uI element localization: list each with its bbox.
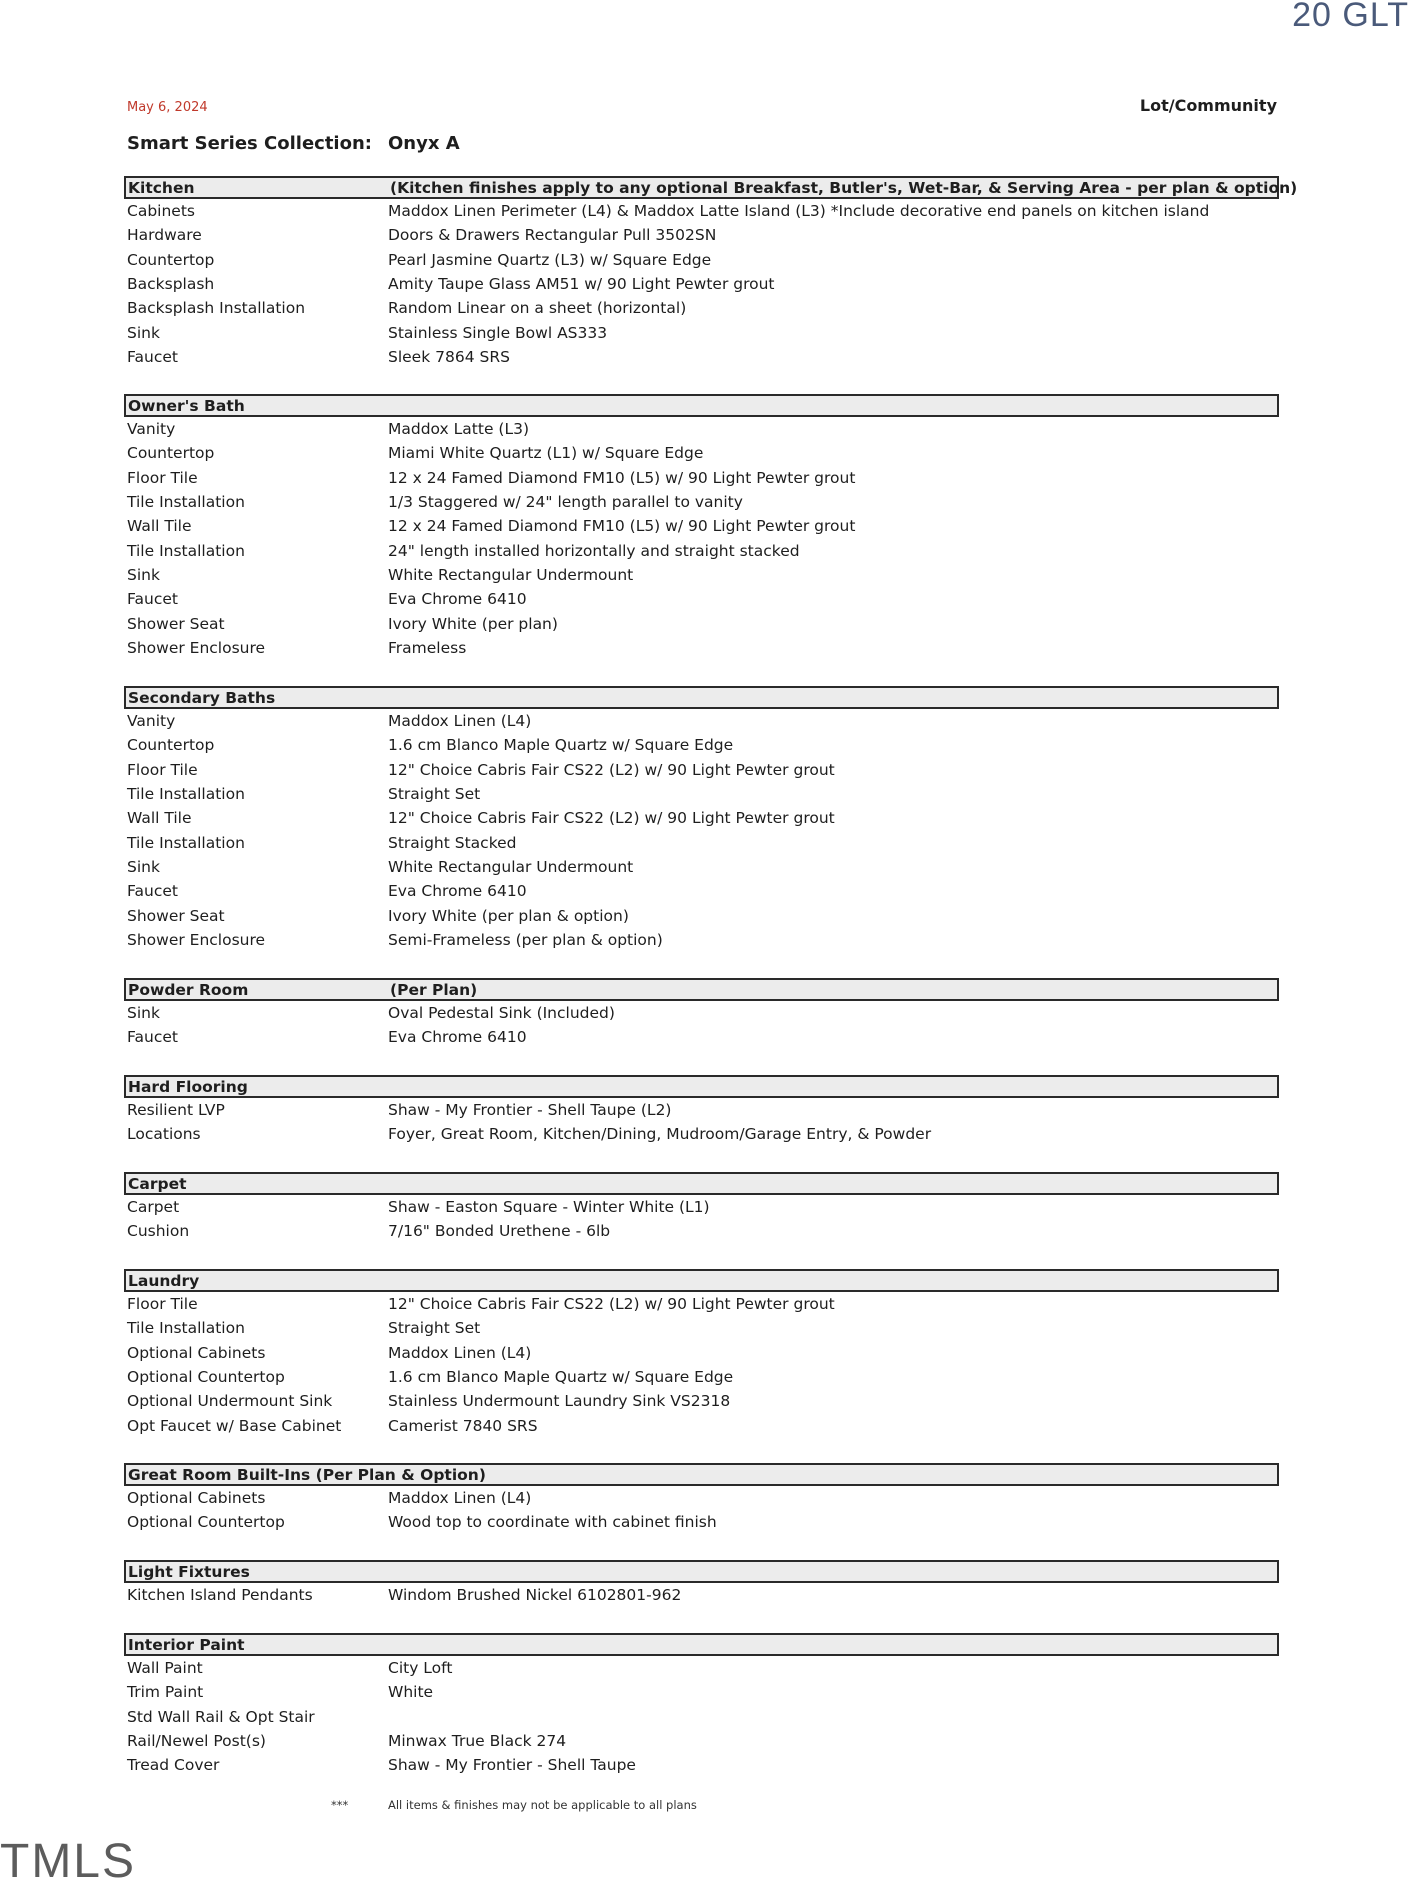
row-label: Shower Enclosure xyxy=(127,930,266,949)
row-label: Floor Tile xyxy=(127,468,198,487)
row-value: Straight Set xyxy=(388,785,481,804)
row-value: Stainless Undermount Laundry Sink VS2318 xyxy=(388,1392,731,1411)
table-row xyxy=(124,587,1279,611)
row-value: 1/3 Staggered w/ 24" length parallel to vanity xyxy=(388,493,743,512)
row-value: Straight Stacked xyxy=(388,833,517,852)
section-header xyxy=(124,686,1279,709)
row-label: Optional Cabinets xyxy=(127,1489,266,1508)
table-row xyxy=(124,830,1279,854)
row-value: Oval Pedestal Sink (Included) xyxy=(388,1004,615,1023)
section-secondary-baths xyxy=(124,686,1279,952)
table-row xyxy=(124,1389,1279,1413)
table-row xyxy=(124,903,1279,927)
collection-value: Onyx A xyxy=(388,133,460,154)
section-kitchen xyxy=(124,176,1298,369)
table-row xyxy=(124,1195,1279,1219)
row-value: Maddox Linen (L4) xyxy=(388,1489,532,1508)
row-label: Shower Seat xyxy=(127,906,225,925)
table-row xyxy=(124,563,1279,587)
row-label: Vanity xyxy=(127,420,176,439)
row-value: Maddox Linen (L4) xyxy=(388,1343,532,1362)
row-label: Backsplash xyxy=(127,275,215,294)
row-label: Faucet xyxy=(127,882,178,901)
row-label: Optional Undermount Sink xyxy=(127,1392,333,1411)
row-label: Wall Paint xyxy=(127,1659,203,1678)
table-row xyxy=(124,1680,1279,1704)
section-title: Interior Paint xyxy=(128,1635,245,1654)
row-value: 12 x 24 Famed Diamond FM10 (L5) w/ 90 Light Pewter grout xyxy=(388,517,856,536)
row-label: Wall Tile xyxy=(127,809,192,828)
row-label: Sink xyxy=(127,565,160,584)
section-header xyxy=(124,1269,1279,1292)
row-value: 1.6 cm Blanco Maple Quartz w/ Square Edge xyxy=(388,736,734,755)
row-label: Locations xyxy=(127,1125,201,1144)
section-title: Great Room Built-Ins (Per Plan & Option) xyxy=(128,1465,486,1484)
table-row xyxy=(124,223,1279,247)
document-date: May 6, 2024 xyxy=(127,100,208,115)
section-title: Laundry xyxy=(128,1271,200,1290)
row-value: 1.6 cm Blanco Maple Quartz w/ Square Edge xyxy=(388,1368,734,1387)
row-label: Tread Cover xyxy=(127,1756,220,1775)
footnote-marker: *** xyxy=(331,1798,349,1812)
table-row xyxy=(124,248,1279,272)
row-value: Eva Chrome 6410 xyxy=(388,590,527,609)
row-value: Pearl Jasmine Quartz (L3) w/ Square Edge xyxy=(388,250,712,269)
row-value: 12" Choice Cabris Fair CS22 (L2) w/ 90 Light Pewter grout xyxy=(388,1295,835,1314)
section-header xyxy=(124,978,1279,1001)
table-row xyxy=(124,199,1279,223)
row-value: Straight Set xyxy=(388,1319,481,1338)
table-row xyxy=(124,709,1279,733)
section-header xyxy=(124,1633,1279,1656)
table-row xyxy=(124,1365,1279,1389)
section-powder-room xyxy=(124,978,1279,1050)
section-title: Powder Room xyxy=(128,980,249,999)
footnote-text: All items & finishes may not be applicable to all plans xyxy=(388,1798,697,1812)
row-value: Foyer, Great Room, Kitchen/Dining, Mudroom/Garage Entry, & Powder xyxy=(388,1125,932,1144)
row-value: Ivory White (per plan) xyxy=(388,614,558,633)
row-label: Tile Installation xyxy=(127,493,245,512)
row-value: Shaw - Easton Square - Winter White (L1) xyxy=(388,1198,710,1217)
row-value: Camerist 7840 SRS xyxy=(388,1416,538,1435)
tmls-watermark: TMLS xyxy=(0,1835,137,1888)
row-value: Random Linear on a sheet (horizontal) xyxy=(388,299,687,318)
row-label: Tile Installation xyxy=(127,785,245,804)
section-title: Light Fixtures xyxy=(128,1562,250,1581)
lot-community-label: Lot/Community xyxy=(1139,96,1277,115)
section-title: Secondary Baths xyxy=(128,688,276,707)
row-label: Floor Tile xyxy=(127,760,198,779)
table-row xyxy=(124,733,1279,757)
table-row xyxy=(124,272,1279,296)
row-label: Cushion xyxy=(127,1222,190,1241)
row-label: Shower Seat xyxy=(127,614,225,633)
row-label: Std Wall Rail & Opt Stair xyxy=(127,1707,315,1726)
row-label: Optional Cabinets xyxy=(127,1343,266,1362)
section-header xyxy=(124,1075,1279,1098)
section-note: (Per Plan) xyxy=(390,980,478,999)
section-header xyxy=(124,1463,1279,1486)
section-title: Kitchen xyxy=(128,178,195,197)
row-label: Sink xyxy=(127,323,160,342)
table-row xyxy=(124,782,1279,806)
table-row xyxy=(124,538,1279,562)
row-label: Countertop xyxy=(127,444,215,463)
row-label: Opt Faucet w/ Base Cabinet xyxy=(127,1416,342,1435)
section-great-room-built-ins xyxy=(124,1463,1279,1535)
corner-label: 20 GLT xyxy=(1292,0,1409,34)
table-row xyxy=(124,1316,1279,1340)
row-label: Floor Tile xyxy=(127,1295,198,1314)
row-value: Ivory White (per plan & option) xyxy=(388,906,629,925)
row-value: Maddox Linen (L4) xyxy=(388,712,532,731)
row-value: Eva Chrome 6410 xyxy=(388,882,527,901)
row-value: Frameless xyxy=(388,638,467,657)
row-label: Tile Installation xyxy=(127,1319,245,1338)
row-value: Doors & Drawers Rectangular Pull 3502SN xyxy=(388,226,717,245)
table-row xyxy=(124,1705,1279,1729)
table-row xyxy=(124,1219,1279,1243)
row-label: Wall Tile xyxy=(127,517,192,536)
row-value: Wood top to coordinate with cabinet finish xyxy=(388,1513,717,1532)
row-value: Eva Chrome 6410 xyxy=(388,1028,527,1047)
row-label: Faucet xyxy=(127,1028,178,1047)
table-row xyxy=(124,1098,1279,1122)
section-hard-flooring xyxy=(124,1075,1279,1147)
table-row xyxy=(124,1122,1279,1146)
row-label: Faucet xyxy=(127,590,178,609)
row-value: Stainless Single Bowl AS333 xyxy=(388,323,608,342)
row-label: Optional Countertop xyxy=(127,1368,285,1387)
section-header xyxy=(124,394,1279,417)
section-title: Hard Flooring xyxy=(128,1077,248,1096)
row-value: Shaw - My Frontier - Shell Taupe xyxy=(388,1756,636,1775)
row-value: White Rectangular Undermount xyxy=(388,857,634,876)
row-value: 12" Choice Cabris Fair CS22 (L2) w/ 90 Light Pewter grout xyxy=(388,760,835,779)
table-row xyxy=(124,320,1279,344)
table-row xyxy=(124,490,1279,514)
row-label: Hardware xyxy=(127,226,202,245)
row-label: Rail/Newel Post(s) xyxy=(127,1732,266,1751)
table-row xyxy=(124,345,1279,369)
row-value: Sleek 7864 SRS xyxy=(388,347,510,366)
row-value: 12 x 24 Famed Diamond FM10 (L5) w/ 90 Light Pewter grout xyxy=(388,468,856,487)
table-row xyxy=(124,879,1279,903)
row-value: 24" length installed horizontally and straight stacked xyxy=(388,541,800,560)
section-note: (Kitchen finishes apply to any optional Breakfast, Butler's, Wet-Bar, & Serving Area - per plan & option) xyxy=(390,178,1298,197)
section-title: Carpet xyxy=(128,1174,187,1193)
table-row xyxy=(124,928,1279,952)
row-label: Vanity xyxy=(127,712,176,731)
table-row xyxy=(124,1583,1279,1607)
table-row xyxy=(124,441,1279,465)
collection-label: Smart Series Collection: xyxy=(127,133,372,154)
table-row xyxy=(124,1510,1279,1534)
row-value: Shaw - My Frontier - Shell Taupe (L2) xyxy=(388,1101,672,1120)
table-row xyxy=(124,1656,1279,1680)
section-header xyxy=(124,1560,1279,1583)
section-header xyxy=(124,1172,1279,1195)
table-row xyxy=(124,1486,1279,1510)
row-label: Countertop xyxy=(127,250,215,269)
row-label: Cabinets xyxy=(127,202,195,221)
table-row xyxy=(124,1753,1279,1777)
row-label: Sink xyxy=(127,857,160,876)
row-label: Tile Installation xyxy=(127,541,245,560)
row-label: Trim Paint xyxy=(127,1683,204,1702)
section-header xyxy=(124,176,1298,199)
section-carpet xyxy=(124,1172,1279,1244)
row-label: Faucet xyxy=(127,347,178,366)
row-value: Maddox Linen Perimeter (L4) & Maddox Latte Island (L3) *Include decorative end panels on kitchen island xyxy=(388,202,1210,221)
table-row xyxy=(124,1729,1279,1753)
row-value: Maddox Latte (L3) xyxy=(388,420,529,439)
row-label: Kitchen Island Pendants xyxy=(127,1586,313,1605)
section-light-fixtures xyxy=(124,1560,1279,1607)
row-value: Semi-Frameless (per plan & option) xyxy=(388,930,663,949)
table-row xyxy=(124,806,1279,830)
row-label: Sink xyxy=(127,1004,160,1023)
row-label: Countertop xyxy=(127,736,215,755)
row-label: Tile Installation xyxy=(127,833,245,852)
table-row xyxy=(124,855,1279,879)
table-row xyxy=(124,1413,1279,1437)
table-row xyxy=(124,636,1279,660)
table-row xyxy=(124,417,1279,441)
table-row xyxy=(124,514,1279,538)
row-label: Resilient LVP xyxy=(127,1101,225,1120)
row-value: Windom Brushed Nickel 6102801-962 xyxy=(388,1586,682,1605)
table-row xyxy=(124,1001,1279,1025)
table-row xyxy=(124,1292,1279,1316)
table-row xyxy=(124,758,1279,782)
table-row xyxy=(124,296,1279,320)
row-value: Miami White Quartz (L1) w/ Square Edge xyxy=(388,444,704,463)
table-row xyxy=(124,466,1279,490)
table-row xyxy=(124,1341,1279,1365)
section-interior-paint xyxy=(124,1633,1279,1777)
row-label: Backsplash Installation xyxy=(127,299,306,318)
row-value: Minwax True Black 274 xyxy=(388,1732,567,1751)
row-label: Optional Countertop xyxy=(127,1513,285,1532)
row-value: 7/16" Bonded Urethene - 6lb xyxy=(388,1222,611,1241)
section-laundry xyxy=(124,1269,1279,1438)
row-label: Shower Enclosure xyxy=(127,638,266,657)
section-title: Owner's Bath xyxy=(128,396,245,415)
table-row xyxy=(124,1025,1279,1049)
row-value: White Rectangular Undermount xyxy=(388,565,634,584)
row-label: Carpet xyxy=(127,1198,180,1217)
row-value: 12" Choice Cabris Fair CS22 (L2) w/ 90 Light Pewter grout xyxy=(388,809,835,828)
table-row xyxy=(124,611,1279,635)
row-value: White xyxy=(388,1683,434,1702)
section-owners-bath xyxy=(124,394,1279,660)
row-value: Amity Taupe Glass AM51 w/ 90 Light Pewter grout xyxy=(388,275,775,294)
row-value: City Loft xyxy=(388,1659,453,1678)
